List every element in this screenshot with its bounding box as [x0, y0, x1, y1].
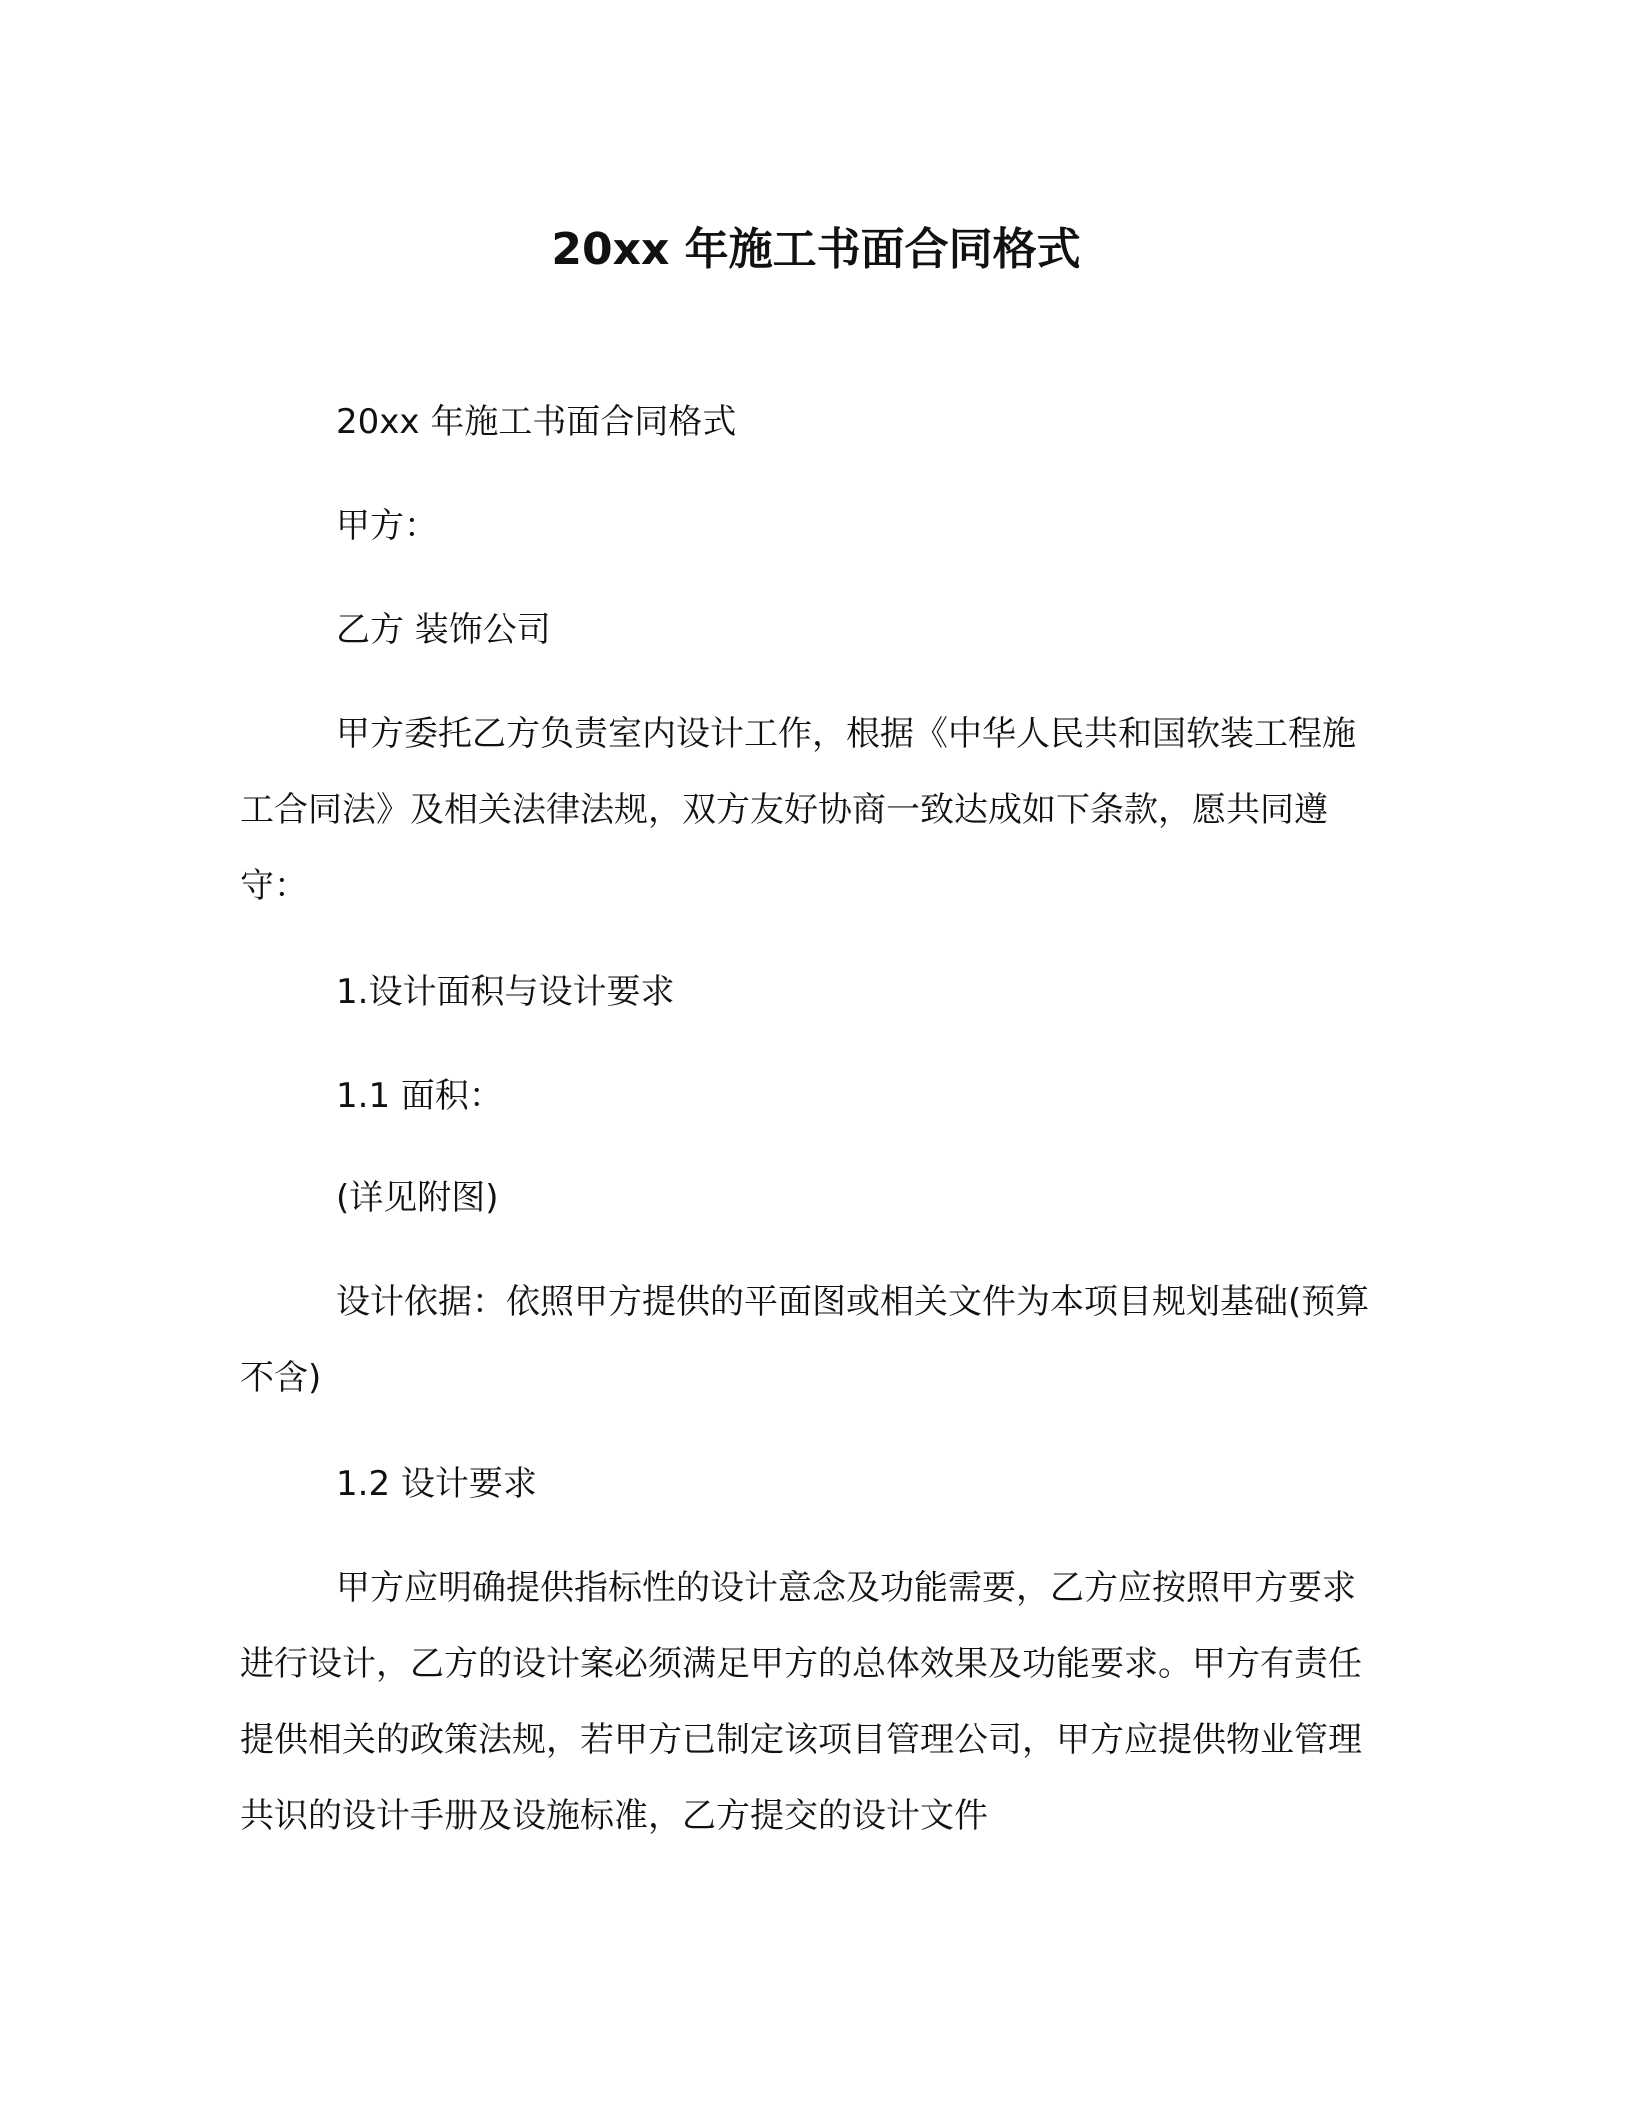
paragraph-subtitle: 20xx 年施工书面合同格式: [336, 402, 737, 442]
paragraph-design-requirements: 甲方应明确提供指标性的设计意念及功能需要，乙方应按照甲方要求进行设计，乙方的设计案必须满足甲方的总体效果及功能要求。甲方有责任提供相关的政策法规，若甲方已制定该项目管理公司，甲方应提供物业管理共识的设计手册及设施标准，乙方提交的设计文件: [240, 1568, 1362, 1836]
paragraph-section-1-2: 1.2 设计要求: [336, 1464, 537, 1504]
paragraph-party-b: 乙方 装饰公司: [336, 610, 551, 650]
paragraph-preamble: 甲方委托乙方负责室内设计工作，根据《中华人民共和国软装工程施工合同法》及相关法律法规，双方友好协商一致达成如下条款，愿共同遵守：: [240, 714, 1356, 906]
paragraph-see-attachment: (详见附图): [336, 1178, 499, 1218]
paragraph-design-basis: 设计依据：依照甲方提供的平面图或相关文件为本项目规划基础(预算不含): [240, 1282, 1370, 1398]
paragraph-party-a: 甲方：: [336, 506, 438, 546]
document-title: 20xx 年施工书面合同格式: [551, 224, 1081, 275]
paragraph-section-1: 1.设计面积与设计要求: [336, 972, 675, 1012]
paragraph-section-1-1: 1.1 面积：: [336, 1076, 503, 1116]
